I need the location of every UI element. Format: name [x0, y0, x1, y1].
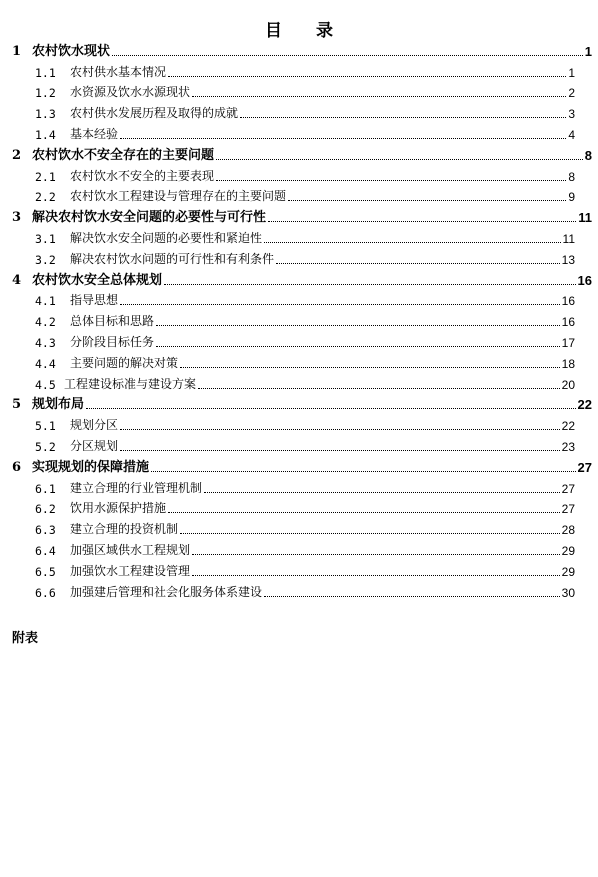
item-number: 1.2: [35, 86, 56, 101]
page-number: 30: [561, 585, 575, 600]
dot-leader: [216, 179, 566, 181]
dot-leader: [198, 387, 560, 389]
dot-leader: [288, 199, 566, 201]
toc-item-6-4[interactable]: [0, 540, 598, 561]
section-title: 解决农村饮水安全问题的必要性与可行性: [32, 210, 267, 226]
toc-section-1[interactable]: [0, 41, 598, 62]
dot-leader: [192, 574, 560, 576]
toc-item-6-1[interactable]: [0, 478, 598, 499]
item-title: 水资源及饮水水源现状: [70, 85, 191, 100]
toc-item-4-5[interactable]: [0, 374, 598, 395]
dot-leader: [86, 407, 576, 409]
toc-title-char-2: 录: [316, 21, 333, 41]
item-title: 工程建设标准与建设方案: [64, 376, 197, 391]
item-title: 指导思想: [70, 293, 119, 308]
dot-leader: [168, 511, 560, 513]
item-title: 总体目标和思路: [70, 314, 155, 329]
table-of-contents: [0, 41, 598, 603]
toc-item-1-3[interactable]: [0, 103, 598, 124]
section-number: 5: [12, 397, 22, 413]
toc-item-6-6[interactable]: [0, 582, 598, 603]
page-number: 11: [562, 231, 575, 246]
section-title: 农村饮水安全总体规划: [32, 272, 163, 288]
page-number: 16: [561, 315, 575, 330]
item-number: 6.2: [35, 502, 56, 517]
dot-leader: [264, 241, 561, 243]
page-number: 16: [561, 294, 575, 309]
page-number: 27: [561, 502, 575, 517]
item-number: 6.1: [35, 481, 56, 496]
page-number: 13: [561, 252, 575, 267]
page-number: 29: [561, 543, 575, 558]
item-number: 6.3: [35, 523, 56, 538]
toc-item-6-2[interactable]: [0, 499, 598, 520]
item-title: 分阶段目标任务: [70, 334, 155, 349]
section-number: 4: [12, 272, 22, 288]
toc-item-6-5[interactable]: [0, 561, 598, 582]
dot-leader: [276, 262, 560, 264]
page-number: 17: [561, 335, 575, 350]
item-title: 农村饮水工程建设与管理存在的主要问题: [70, 189, 287, 204]
dot-leader: [192, 95, 566, 97]
dot-leader: [180, 532, 560, 534]
dot-leader: [120, 303, 560, 305]
section-title: 规划布局: [32, 397, 85, 413]
toc-item-4-2[interactable]: [0, 311, 598, 332]
dot-leader: [264, 595, 560, 597]
page-number: 22: [561, 419, 575, 434]
item-number: 2.2: [35, 190, 56, 205]
dot-leader: [204, 491, 560, 493]
toc-title: [0, 16, 598, 41]
item-number: 1.3: [35, 107, 56, 122]
dot-leader: [168, 75, 566, 77]
dot-leader: [120, 449, 560, 451]
toc-title-char-1: 目: [265, 21, 282, 41]
toc-item-1-4[interactable]: [0, 124, 598, 145]
item-title: 基本经验: [70, 126, 119, 141]
toc-item-3-1[interactable]: [0, 228, 598, 249]
toc-item-4-3[interactable]: [0, 332, 598, 353]
item-number: 5.2: [35, 439, 56, 454]
toc-item-1-2[interactable]: [0, 83, 598, 104]
toc-item-5-2[interactable]: [0, 436, 598, 457]
item-number: 1.4: [35, 127, 56, 142]
item-title: 农村供水发展历程及取得的成就: [70, 106, 239, 121]
dot-leader: [240, 116, 566, 118]
item-title: 加强饮水工程建设管理: [70, 563, 191, 578]
item-number: 4.1: [35, 294, 56, 309]
page-number: 27: [561, 481, 575, 496]
item-number: 1.1: [35, 65, 56, 80]
item-title: 加强建后管理和社会化服务体系建设: [70, 584, 263, 599]
section-title: 农村饮水不安全存在的主要问题: [32, 147, 215, 163]
item-title: 规划分区: [70, 418, 119, 433]
page-number: 28: [561, 523, 575, 538]
item-title: 主要问题的解决对策: [70, 355, 179, 370]
page-number: 27: [577, 459, 592, 475]
item-title: 分区规划: [70, 438, 119, 453]
page-number: 22: [577, 397, 592, 413]
item-title: 解决饮水安全问题的必要性和紧迫性: [70, 230, 263, 245]
dot-leader: [180, 366, 560, 368]
dot-leader: [192, 553, 560, 555]
dot-leader: [120, 137, 566, 139]
item-number: 3.2: [35, 252, 56, 267]
toc-item-2-2[interactable]: [0, 187, 598, 208]
item-number: 6.5: [35, 564, 56, 579]
section-number: 3: [12, 210, 22, 226]
item-number: 6.4: [35, 543, 56, 558]
toc-section-6[interactable]: [0, 457, 598, 478]
section-number: 6: [12, 459, 22, 475]
dot-leader: [156, 345, 560, 347]
dot-leader: [268, 220, 576, 222]
item-title: 建立合理的投资机制: [70, 522, 179, 537]
item-number: 6.6: [35, 585, 56, 600]
item-number: 4.4: [35, 356, 56, 371]
page-number: 16: [577, 272, 592, 288]
page-number: 11: [578, 210, 592, 226]
item-number: 4.5: [35, 377, 56, 392]
section-title: 农村饮水现状: [32, 43, 111, 59]
item-number: 4.2: [35, 315, 56, 330]
toc-item-6-3[interactable]: [0, 519, 598, 540]
toc-section-2[interactable]: [0, 145, 598, 166]
section-number: 1: [12, 43, 22, 59]
dot-leader: [164, 283, 576, 285]
toc-item-5-1[interactable]: [0, 415, 598, 436]
page-number: 9: [568, 190, 575, 205]
page-number: 23: [561, 439, 575, 454]
page-number: 20: [561, 377, 575, 392]
appendix-heading[interactable]: 附表: [12, 631, 39, 646]
dot-leader: [112, 54, 583, 56]
page-number: 4: [568, 127, 575, 142]
dot-leader: [151, 470, 576, 472]
item-title: 农村饮水不安全的主要表现: [70, 168, 215, 183]
dot-leader: [156, 324, 560, 326]
page-number: 2: [568, 86, 575, 101]
toc-section-5[interactable]: [0, 395, 598, 416]
item-title: 解决农村饮水问题的可行性和有利条件: [70, 251, 275, 266]
page-number: 3: [568, 107, 575, 122]
dot-leader: [120, 428, 560, 430]
page-number: 8: [584, 147, 592, 163]
toc-section-3[interactable]: [0, 207, 598, 228]
page-number: 18: [561, 356, 575, 371]
item-number: 3.1: [35, 231, 56, 246]
item-number: 2.1: [35, 169, 56, 184]
toc-item-2-1[interactable]: [0, 166, 598, 187]
page-number: 1: [584, 43, 592, 59]
toc-item-4-4[interactable]: [0, 353, 598, 374]
dot-leader: [216, 158, 583, 160]
item-number: 4.3: [35, 335, 56, 350]
page-number: 8: [568, 169, 575, 184]
toc-section-4[interactable]: [0, 270, 598, 291]
item-title: 建立合理的行业管理机制: [70, 480, 203, 495]
section-title: 实现规划的保障措施: [32, 459, 150, 475]
toc-item-4-1[interactable]: [0, 291, 598, 312]
page-number: 1: [568, 65, 575, 80]
section-number: 2: [12, 147, 22, 163]
toc-item-3-2[interactable]: [0, 249, 598, 270]
item-number: 5.1: [35, 419, 56, 434]
item-title: 加强区域供水工程规划: [70, 542, 191, 557]
item-title: 农村供水基本情况: [70, 64, 167, 79]
page-number: 29: [561, 564, 575, 579]
item-title: 饮用水源保护措施: [70, 501, 167, 516]
toc-item-1-1[interactable]: [0, 62, 598, 83]
